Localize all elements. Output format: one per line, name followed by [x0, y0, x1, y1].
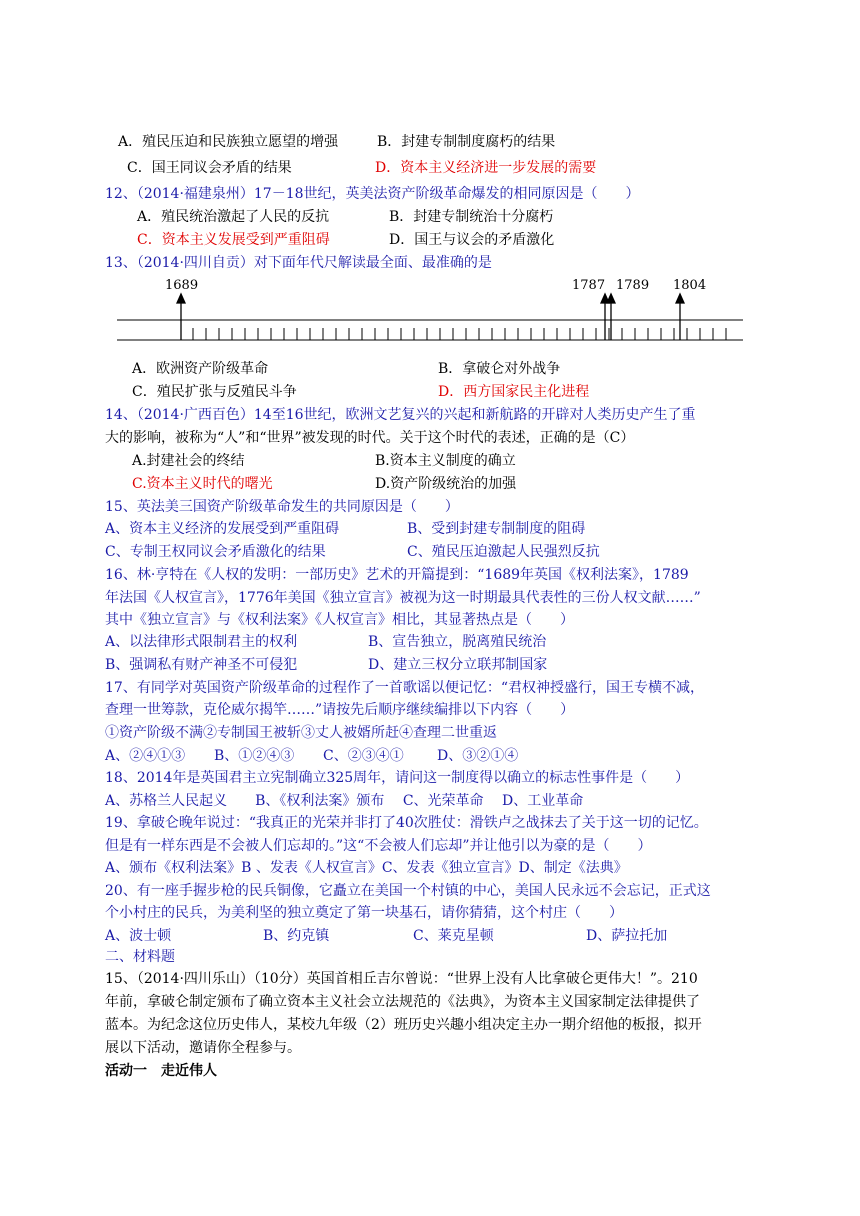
q13-option-c: C．殖民扩张与反殖民斗争 — [132, 384, 297, 400]
timeline-label-1789: 1789 — [616, 278, 650, 293]
activity-one-heading: 活动一 走近伟人 — [105, 1063, 217, 1079]
q17-option-c: C、②③④① — [323, 748, 404, 764]
prev-option-d: D．资本主义经济进一步发展的需要 — [375, 160, 597, 176]
q14-option-a: A.封建社会的终结 — [132, 453, 245, 469]
material-q15-line3: 蓝本。为纪念这位历史伟人，某校九年级（2）班历史兴趣小组决定主办一期介绍他的板报，拟开 — [105, 1017, 702, 1033]
q17-items: ①资产阶级不满②专制国王被斩③丈人被婿所赶④查理二世重返 — [105, 725, 497, 741]
q16-stem-line2: 年法国《人权宣言》，1776年美国《独立宣言》被视为这一时期最具代表性的三份人权文献……” — [105, 590, 701, 606]
prev-option-a: A．殖民压迫和民族独立愿望的增强 — [118, 134, 339, 150]
q14-option-b: B.资本主义制度的确立 — [375, 453, 516, 469]
q16-option-a: A、以法律形式限制君主的权利 — [105, 634, 298, 650]
q16-option-c: B、强调私有财产神圣不可侵犯 — [105, 657, 298, 673]
q15-option-d: C、殖民压迫激起人民强烈反抗 — [407, 544, 600, 560]
q17-option-a: A、②④①③ — [105, 748, 186, 764]
q17-stem-line2: 查理一世筹款，克伦威尔揭竿……”请按先后顺序继续编排以下内容（ ） — [105, 702, 575, 718]
q17-stem-line1: 17、有同学对英国资产阶级革命的过程作了一首歌谣以便记忆：“君权神授盛行，国王专横不减， — [105, 680, 704, 696]
q20-option-d: D、萨拉托加 — [586, 928, 668, 944]
q12-option-a: A．殖民统治激起了人民的反抗 — [137, 209, 330, 225]
q15-option-c: C、专制王权同议会矛盾激化的结果 — [105, 544, 326, 560]
q16-stem-line1: 16、林·亨特在《人权的发明：一部历史》艺术的开篇提到：“1689年英国《权利法案》，1789 — [105, 567, 689, 583]
material-q15-line2: 年前，拿破仑制定颁布了确立资本主义社会立法规范的《法典》，为资本主义国家制定法律提供了 — [105, 994, 700, 1010]
q19-options: A、颁布《权利法案》B 、发表《人权宣言》C、发表《独立宣言》D、制定《法典》 — [105, 860, 628, 876]
q16-stem-line3: 其中《独立宣言》与《权利法案》《人权宣言》相比，其显著热点是（ ） — [105, 612, 574, 628]
q13-option-b: B．拿破仑对外战争 — [438, 361, 561, 377]
q15-stem: 15、英法美三国资产阶级革命发生的共同原因是（ ） — [105, 499, 459, 515]
material-q15-line4: 展以下活动，邀请你全程参与。 — [105, 1040, 301, 1056]
q14-stem-line1: 14、（2014·广西百色）14至16世纪，欧洲文艺复兴的兴起和新航路的开辟对人类历史产生了重 — [105, 407, 696, 423]
q15-option-a: A、资本主义经济的发展受到严重阻碍 — [105, 521, 340, 537]
section-two-heading: 二、材料题 — [105, 949, 175, 965]
timeline-label-1787: 1787 — [572, 278, 606, 293]
material-q15-line1: 15、（2014·四川乐山）（10分）英国首相丘吉尔曾说：“世界上没有人比拿破仑更伟大！”。210 — [105, 971, 698, 987]
q20-option-b: B、约克镇 — [263, 928, 330, 944]
q19-stem-line2: 但是有一样东西是不会被人们忘却的。”这“不会被人们忘却”并让他引以为豪的是（ ） — [105, 838, 652, 854]
q17-option-d: D、③②①④ — [437, 748, 519, 764]
q16-option-b: B、宣告独立，脱离殖民统治 — [368, 634, 547, 650]
prev-option-b: B．封建专制制度腐朽的结果 — [377, 134, 556, 150]
q16-option-d: D、建立三权分立联邦制国家 — [368, 657, 548, 673]
q17-option-b: B、①②④③ — [214, 748, 295, 764]
q12-stem: 12、（2014·福建泉州）17－18世纪，英美法资产阶级革命爆发的相同原因是（ ） — [105, 186, 640, 202]
q15-option-b: B、受到封建专制制度的阻碍 — [407, 521, 586, 537]
q14-option-c: C.资本主义时代的曙光 — [132, 476, 273, 492]
q13-option-a: A．欧洲资产阶级革命 — [132, 361, 269, 377]
q14-option-d: D.资产阶级统治的加强 — [375, 476, 517, 492]
q12-option-c: C．资本主义发展受到严重阻碍 — [137, 232, 330, 248]
q13-option-d: D．西方国家民主化进程 — [438, 384, 590, 400]
q20-stem-line2: 个小村庄的民兵，为美利坚的独立奠定了第一块基石，请你猜猜，这个村庄（ ） — [105, 905, 623, 921]
prev-option-c: C．国王同议会矛盾的结果 — [127, 160, 292, 176]
q19-stem-line1: 19、拿破仑晚年说过：“我真正的光荣并非打了40次胜仗：滑铁卢之战抹去了关于这一切的记忆。 — [105, 815, 708, 831]
timeline-ruler — [115, 270, 747, 350]
q18-options: A、苏格兰人民起义 B、《权利法案》颁布 C、光荣革命 D、工业革命 — [105, 793, 584, 809]
q20-option-c: C、莱克星顿 — [413, 928, 494, 944]
q12-option-b: B．封建专制统治十分腐朽 — [389, 209, 554, 225]
timeline-label-1689: 1689 — [165, 278, 199, 293]
q12-option-d: D．国王与议会的矛盾激化 — [389, 232, 555, 248]
q20-stem-line1: 20、有一座手握步枪的民兵铜像，它矗立在美国一个村镇的中心，美国人民永远不会忘记，正式这 — [105, 883, 711, 899]
q18-stem: 18、2014年是英国君主立宪制确立325周年，请问这一制度得以确立的标志性事件是（ ） — [105, 770, 690, 786]
q20-option-a: A、波士顿 — [105, 928, 172, 944]
q14-stem-line2: 大的影响，被称为“人”和“世界”被发现的时代。关于这个时代的表述，正确的是（C） — [105, 430, 635, 446]
q13-stem: 13、（2014·四川自贡）对下面年代尺解读最全面、最准确的是 — [105, 255, 492, 271]
timeline-label-1804: 1804 — [673, 278, 707, 293]
